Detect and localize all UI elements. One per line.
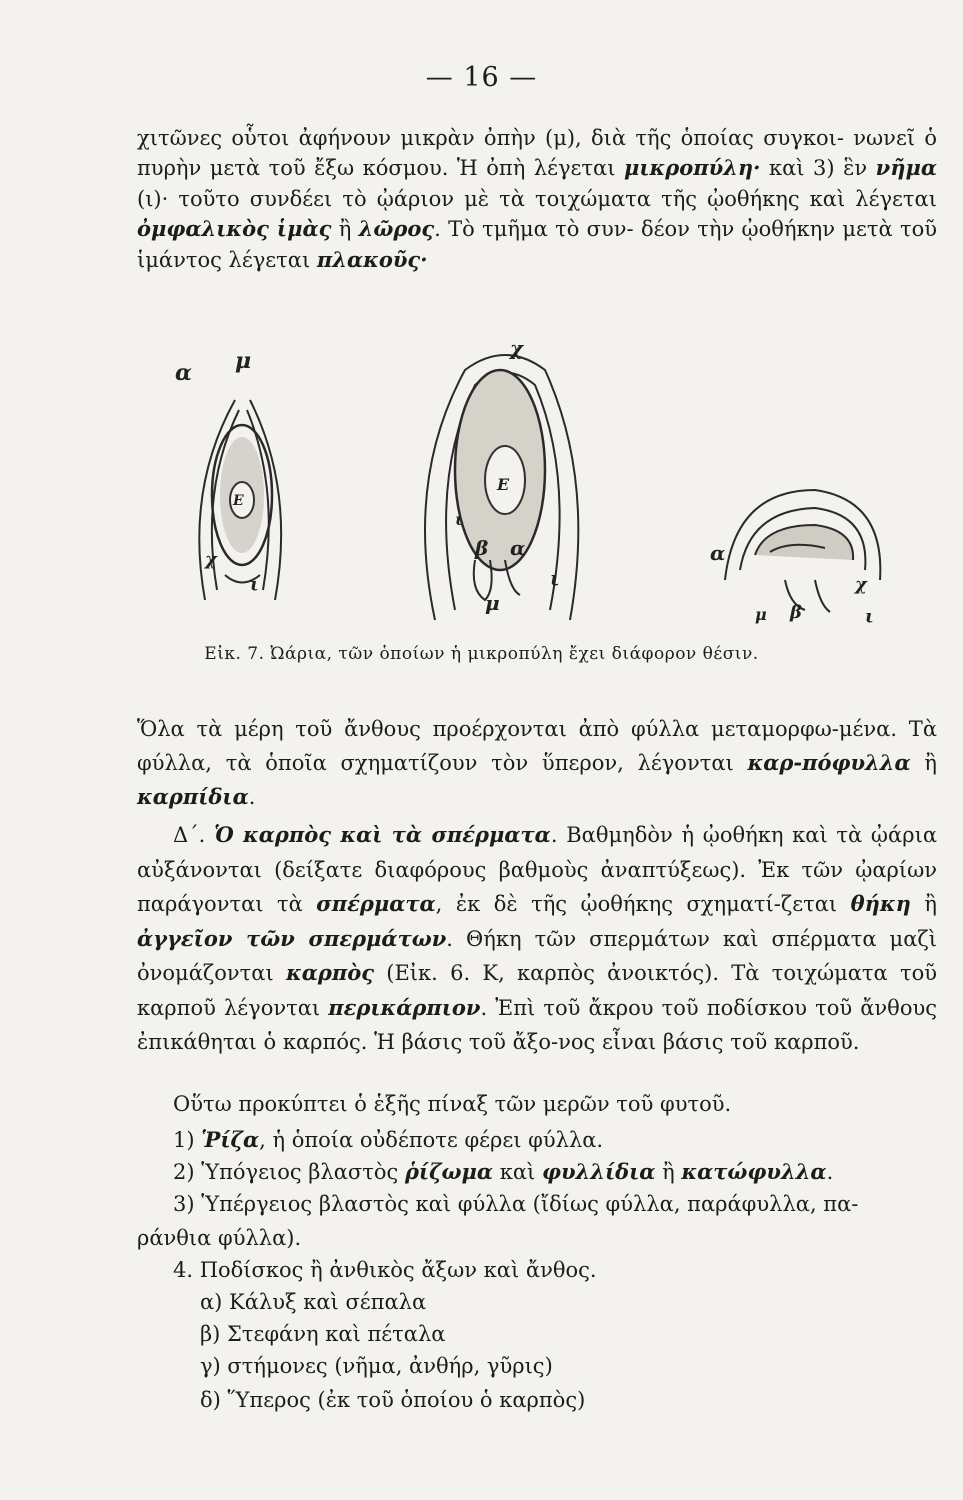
figure-caption: Εἰκ. 7. Ὠάρια, τῶν ὁποίων ἡ μικροπύλη ἔχει διάφορον θέσιν. [204, 644, 759, 664]
label-beta: β [475, 536, 489, 560]
label-chi: χ [510, 340, 524, 360]
section-heading: Ὁ καρπὸς καὶ τὰ σπέρματα [214, 822, 551, 847]
label-a: α [175, 360, 192, 386]
paragraph-fruit-seeds: Δ΄. Ὁ καρπὸς καὶ τὰ σπέρματα. Βαθμηδὸν ἡ ᾠοθήκη καὶ τὰ ᾠάρια αὐξάνονται (δείξατε διαφόρους βαθμοὺς ἀναπτύξεως). Ἐκ τῶν ᾠαρίων παράγονται τὰ σπέρματα, ἐκ δὲ τῆς ᾠοθήκης σχηματί-ζεται θήκη ἢ ἀγγεῖον τῶν σπερμάτων. Θήκη τῶν σπερμάτων καὶ σπέρματα μαζὶ ὀνομάζονται καρπὸς (Εἰκ. 6. Κ, καρπὸς ἀνοικτός). Τὰ τοιχώματα τοῦ καρποῦ λέγονται περικάρπιον. Ἐπὶ τοῦ ἄκρου τοῦ ποδίσκου τοῦ ἄνθους ἐπικάθηται ὁ καρπός. Ἡ βάσις τοῦ ἄξο-νος εἶναι βάσις τοῦ καρποῦ. [137, 822, 937, 1054]
label-a: α [510, 536, 526, 560]
label-mu: μ [755, 605, 767, 624]
label-iota: ι [550, 566, 560, 590]
page-number: — 16 — [425, 62, 538, 93]
label-iota: ι [455, 510, 463, 529]
paragraph-ovule-description: χιτῶνες οὗτοι ἀφήνουν μικρὰν ὀπὴν (μ), διὰ τῆς ὁποίας συγκοι- νωνεῖ ὁ πυρὴν μετὰ τοῦ ἔξω κόσμου. Ἡ ὀπὴ λέγεται μικροπύλη· καὶ 3) ἓν νῆμα (ι)· τοῦτο συνδέει τὸ ᾠάριον μὲ τὰ τοιχώματα τῆς ᾠοθήκης καὶ λέγεται ὀμφαλικὸς ἱμὰς ἢ λῶρος. Τὸ τμῆμα τὸ συν- δέον τὴν ᾠοθήκην μετὰ τοῦ ἱμάντος λέγεται πλακοῦς· [137, 126, 938, 272]
label-mu: μ [235, 348, 252, 374]
list-subitem-stamens: γ) στήμονες (νῆμα, ἀνθήρ, γῦρις) [200, 1354, 553, 1378]
list-item-aerial-stem: 3) Ὑπέργειος βλαστὸς καὶ φύλλα (ἴδίως φύλλα, παράφυλλα, πα- [173, 1192, 859, 1216]
list-item-aerial-stem-cont: ράνθια φύλλα). [137, 1226, 302, 1250]
paragraph-carpels: Ὅλα τὰ μέρη τοῦ ἄνθους προέρχονται ἀπὸ φύλλα μεταμορφω-μένα. Τὰ φύλλα, τὰ ὁποῖα σχηματίζουν τὸν ὕπερον, λέγονται καρ-πόφυλλα ἢ καρπίδια. [137, 717, 937, 809]
label-iota: ι [865, 606, 874, 627]
list-item-root: 1) Ῥίζα, ἡ ὁποία οὐδέποτε φέρει φύλλα. [173, 1127, 604, 1152]
list-item-flower: 4. Ποδίσκος ἢ ἀνθικὸς ἄξων καὶ ἄνθος. [173, 1258, 597, 1282]
label-chi: χ [205, 549, 217, 570]
label-a: α [710, 541, 726, 565]
label-mu: μ [485, 591, 500, 615]
list-subitem-calyx: α) Κάλυξ καὶ σέπαλα [200, 1290, 427, 1314]
label-beta: β [790, 602, 802, 623]
list-item-underground-stem: 2) Ὑπόγειος βλαστὸς ῥίζωμα καὶ φυλλίδια ἢ κατώφυλλα. [173, 1159, 834, 1184]
list-subitem-corolla: β) Στεφάνη καὶ πέταλα [200, 1322, 446, 1346]
label-E: Ε [497, 475, 510, 494]
label-chi: χ [855, 574, 867, 595]
label-E: Ε [233, 493, 244, 509]
label-iota: ι [250, 574, 259, 595]
ovule-figure [165, 340, 885, 640]
list-subitem-pistil: δ) Ὕπερος (ἐκ τοῦ ὁποίου ὁ καρπὸς) [200, 1388, 586, 1412]
list-intro: Οὕτω προκύπτει ὁ ἑξῆς πίναξ τῶν μερῶν τοῦ φυτοῦ. [173, 1092, 732, 1116]
